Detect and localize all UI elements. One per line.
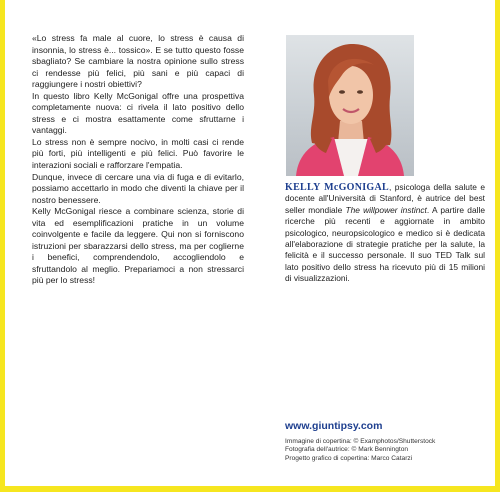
description-paragraph: Lo stress non è sempre nocivo, in molti casi ci rende più forti, più intelligenti e più felici. Può favorire le interazioni sociali e rafforzare l'empatia. [32, 136, 244, 171]
image-credits [285, 438, 490, 463]
description-paragraph: «Lo stress fa male al cuore, lo stress è causa di insonnia, lo stress è... tossico». E se tutto questo fosse sbagliato? Se cambiare la nostra opinione sullo stress ci rendesse più felici, più sani e più capaci di raggiungere i nostri obiettivi? [32, 33, 244, 90]
credit-line: Immagine di copertina: © Examphotos/Shutterstock [285, 438, 436, 445]
book-title: The willpower instinct [345, 204, 427, 215]
author-name: KELLY McGONIGAL [285, 182, 390, 193]
description-paragraph: Dunque, invece di cercare una via di fuga e di evitarlo, possiamo accettarlo in modo che diventi la chiave per il nostro benessere. [32, 171, 244, 205]
author-bio-text: . A partire dalle ricerche più recenti e aggiornate in ambito psicologico, neuropsicologico e medico si è dedicata all'elaborazione di strategie pratiche per la salute, la felicità e il successo personale. Il suo TED Talk sul lato positivo dello stress ha ricevuto più di 15 milioni di visualizzazioni. [285, 204, 485, 284]
author-bio [285, 182, 485, 285]
book-description [32, 33, 244, 287]
description-paragraph: In questo libro Kelly McGonigal offre una prospettiva completamente nuova: ci rivela il lato positivo dello stress e ci mostra esattamente come sfruttarne i vantaggi. [32, 90, 244, 136]
author-portrait-image [286, 35, 414, 176]
author-photo [286, 35, 414, 176]
author-bio-text: , psicologa della salute e docente all'Università di Stanford, è autrice del best seller mondiale [285, 182, 485, 215]
credit-line: Fotografia dell'autrice: © Mark Bennington [285, 446, 409, 454]
description-paragraph: Kelly McGonigal riesce a combinare scienza, storie di vita ed esemplificazioni pratiche in un volume coinvolgente e facile da leggere. Qui non si forniscono istruzioni per sbarazzarsi dello stress, ma per coglierne i benefici, comprendendolo, accogliendolo e sfruttandolo al meglio. Prepariamoci a non stressarci più per lo stress! [32, 206, 244, 286]
publisher-website-link[interactable]: www.giuntipsy.com [285, 420, 383, 432]
credit-line: Progetto grafico di copertina: Marco Catarzi [285, 454, 413, 462]
